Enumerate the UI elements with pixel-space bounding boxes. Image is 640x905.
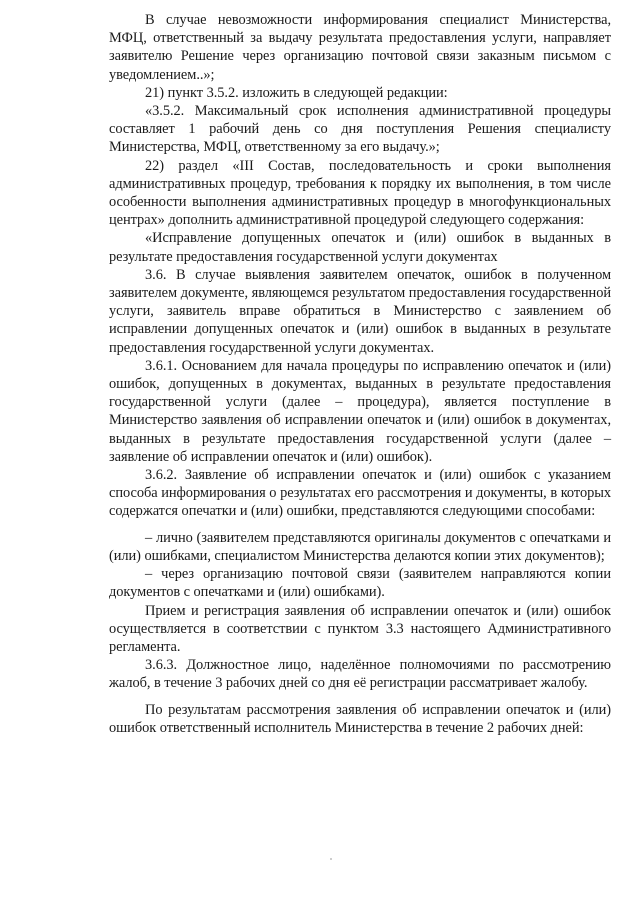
paragraph-3-5-2: «3.5.2. Максимальный срок исполнения административной процедуры составляет 1 рабочий день со дня поступления Решения специалисту Министерства, МФЦ, ответственному за его выдачу.»; (109, 103, 611, 156)
document-body (109, 11, 611, 737)
paragraph-3-6-2: 3.6.2. Заявление об исправлении опечаток и (или) ошибок с указанием способа информирования о результатах его рассмотрения и документы, в которых содержатся опечатки и (или) ошибки, представляются следующими способами: (109, 467, 611, 520)
scan-speck (330, 858, 332, 860)
paragraph-3-6: 3.6. В случае выявления заявителем опечаток, ошибок в полученном заявителем документе, являющемся результатом предоставления государственной услуги, заявитель вправе обратиться в Министерство с заявлением об исправлении допущенных опечаток и (или) ошибок в выданных в результате предоставления государственной услуги документах. (109, 266, 611, 356)
paragraph-notification-by-mail: В случае невозможности информирования специалист Министерства, МФЦ, ответственный за выдачу результата предоставления услуги, направляет заявителю Решение через организацию почтовой связи заказным письмом с уведомлением..»; (109, 12, 611, 83)
paragraph-3-6-3: 3.6.3. Должностное лицо, наделённое полномочиями по рассмотрению жалоб, в течение 3 рабочих дней со дня её регистрации рассматривает жалобу. (109, 657, 611, 692)
paragraph-item-21: 21) пункт 3.5.2. изложить в следующей редакции: (145, 84, 448, 101)
paragraph-in-person: – лично (заявителем представляются оригиналы документов с опечатками и (или) ошибками, специалистом Министерства делаются копии этих документов); (109, 529, 611, 564)
paragraph-item-22: 22) раздел «III Состав, последовательность и сроки выполнения административных процедур, требования к порядку их выполнения, в том числе особенности выполнения административных процедур в многофункциональных центрах» дополнить административной процедурой следующего содержания: (109, 157, 611, 229)
paragraph-3-6-1: 3.6.1. Основанием для начала процедуры по исправлению опечаток и (или) ошибок, допущенных в документах, выданных в результате предоставления государственной услуги (далее – процедура), является поступление в Министерство заявления об исправлении опечаток и (или) ошибок в документах, выданных в результате предоставления государственной услуги (далее – заявление об исправлении опечаток и (или) ошибок). (109, 357, 611, 465)
paragraph-by-post: – через организацию почтовой связи (заявителем направляются копии документов с опечатками и (или) ошибками). (109, 566, 611, 601)
paragraph-review-results: По результатам рассмотрения заявления об исправлении опечаток и (или) ошибок ответственный исполнитель Министерства в течение 2 рабочих дней: (109, 701, 611, 736)
paragraph-correction-heading: «Исправление допущенных опечаток и (или) ошибок в выданных в результате предоставления государственной услуги документах (109, 230, 611, 265)
paragraph-reception-registration: Прием и регистрация заявления об исправлении опечаток и (или) ошибок осуществляется в соответствии с пунктом 3.3 настоящего Административного регламента. (109, 602, 611, 655)
